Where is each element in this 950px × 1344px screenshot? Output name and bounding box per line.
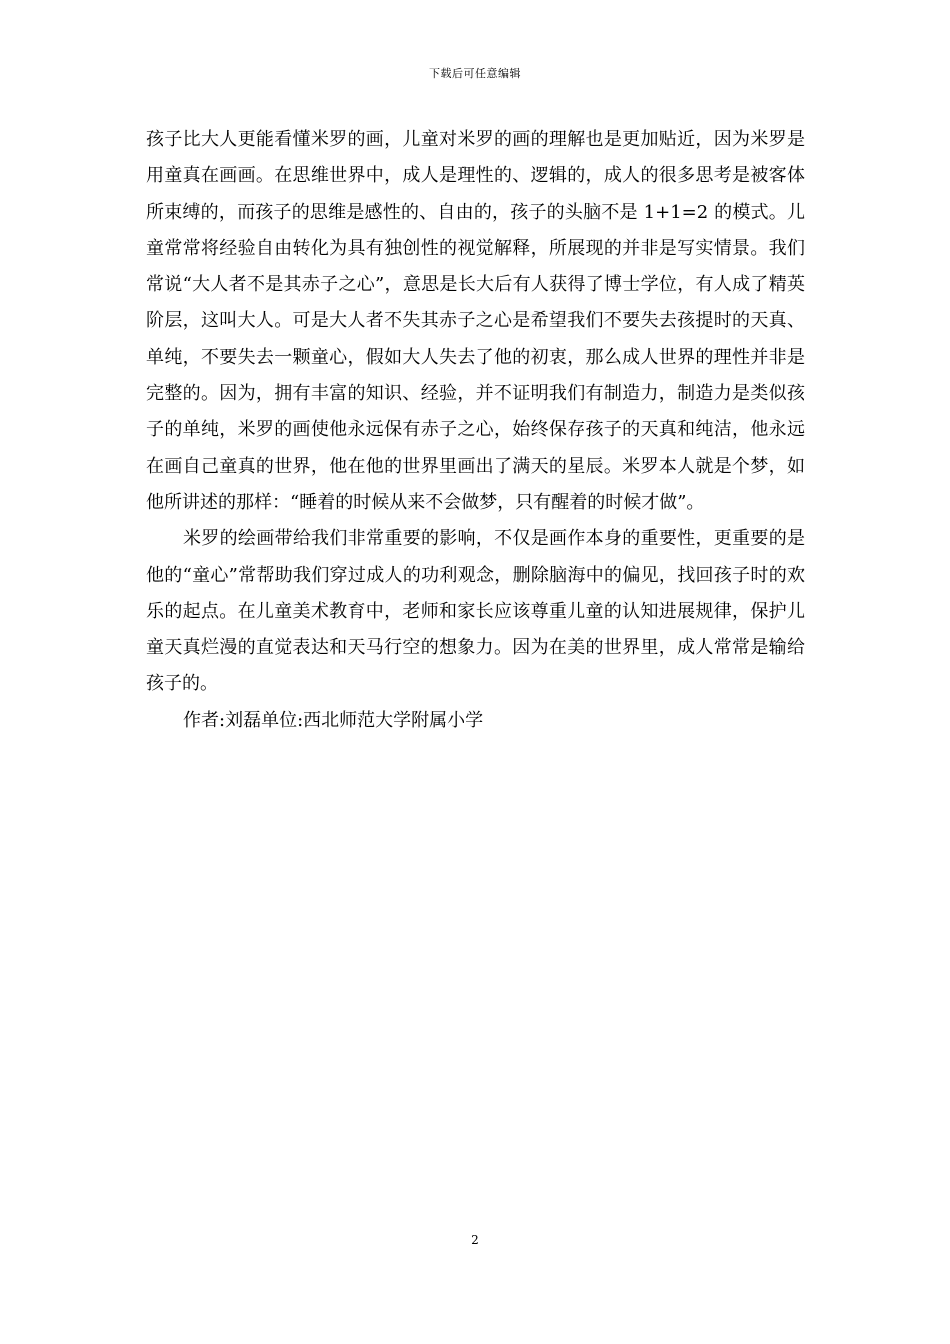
page-number: 2 <box>471 1233 479 1247</box>
paragraph-miro-childlike-mind: 孩子比大人更能看懂米罗的画，儿童对米罗的画的理解也是更加贴近，因为米罗是用童真在画画。在思维世界中，成人是理性的、逻辑的，成人的很多思考是被客体所束缚的，而孩子的思维是感性的、自由的，孩子的头脑不是 1+1=2 的模式。儿童常常将经验自由转化为具有独创性的视觉解释，所展现的并非是写实情景。我们常说“大人者不是其赤子之心”，意思是长大后有人获得了博士学位，有人成了精英阶层，这叫大人。可是大人者不失其赤子之心是希望我们不要失去孩提时的天真、单纯，不要失去一颗童心，假如大人失去了他的初衷，那么成人世界的理性并非是完整的。因为，拥有丰富的知识、经验，并不证明我们有制造力，制造力是类似孩子的单纯，米罗的画使他永远保有赤子之心，始终保存孩子的天真和纯洁，他永远在画自己童真的世界，他在他的世界里画出了满天的星辰。米罗本人就是个梦，如他所讲述的那样：“睡着的时候从来不会做梦，只有醒着的时候才做”。 <box>146 129 805 513</box>
document-body <box>146 122 805 739</box>
author-line: 作者:刘磊单位:西北师范大学附属小学 <box>183 709 484 731</box>
page-header: 下载后可任意编辑 <box>429 67 521 80</box>
paragraph-miro-influence: 米罗的绘画带给我们非常重要的影响，不仅是画作本身的重要性，更重要的是他的“童心”常帮助我们穿过成人的功利观念，删除脑海中的偏见，找回孩子时的欢乐的起点。在儿童美术教育中，老师和家长应该尊重儿童的认知进展规律，保护儿童天真烂漫的直觉表达和天马行空的想象力。因为在美的世界里，成人常常是输给孩子的。 <box>146 528 805 695</box>
